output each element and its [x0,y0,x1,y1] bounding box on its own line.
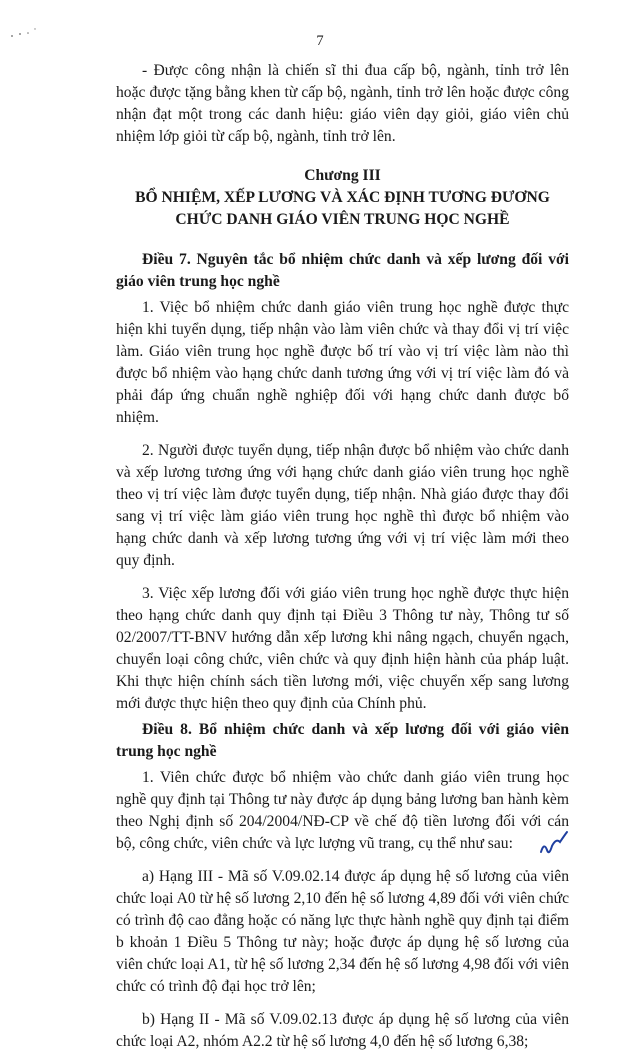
article-8-point-a: a) Hạng III - Mã số V.09.02.14 được áp dụng hệ số lương của viên chức loại A0 từ hệ số lương 2,10 đến hệ số lương 4,89 đối với viên chức có trình độ cao đẳng hoặc có năng lực thực hành nghề quy định tại điểm b khoản 1 Điều 5 Thông tư này; hoặc được áp dụng hệ số lương của viên chức loại A1, từ hệ số lương 2,34 đến hệ số lương 4,98 đối với viên chức có trình độ đại học trở lên; [116,868,569,995]
article-7-heading: Điều 7. Nguyên tắc bổ nhiệm chức danh và xếp lương đối với giáo viên trung học nghề [116,251,569,290]
chapter-title-line2: CHỨC DANH GIÁO VIÊN TRUNG HỌC NGHỀ [175,211,510,228]
body-text [116,60,569,1064]
article-8-heading: Điều 8. Bổ nhiệm chức danh và xếp lương đối với giáo viên trung học nghề [116,721,569,760]
initial-signature-mark [538,830,570,860]
article-7-paragraph-1: 1. Việc bổ nhiệm chức danh giáo viên trung học nghề được thực hiện khi tuyển dụng, tiếp nhận vào làm viên chức và thay đổi vị trí việc làm. Giáo viên trung học nghề được bố trí vào vị trí việc làm nào thì được bổ nhiệm vào hạng chức danh tương ứng với vị trí việc làm đó và phải đáp ứng chuẩn nghề nghiệp đối với hạng chức danh được bổ nhiệm. [116,299,569,426]
article-8-paragraph-1: 1. Viên chức được bổ nhiệm vào chức danh giáo viên trung học nghề quy định tại Thông tư này được áp dụng bảng lương ban hành kèm theo Nghị định số 204/2004/NĐ-CP về chế độ tiền lương đối với cán bộ, công chức, viên chức và lực lượng vũ trang, cụ thể như sau: [116,769,569,852]
chapter-title-line1: BỔ NHIỆM, XẾP LƯƠNG VÀ XÁC ĐỊNH TƯƠNG ĐƯƠNG [135,189,550,206]
intro-paragraph: - Được công nhận là chiến sĩ thi đua cấp bộ, ngành, tỉnh trở lên hoặc được tặng bằng khen từ cấp bộ, ngành, tỉnh trở lên hoặc được công nhận đạt một trong các danh hiệu: giáo viên dạy giỏi, giáo viên chủ nhiệm lớp giỏi từ cấp bộ, ngành, tỉnh trở lên. [116,62,569,145]
article-7-paragraph-2: 2. Người được tuyển dụng, tiếp nhận được bổ nhiệm vào chức danh và xếp lương tương ứng với hạng chức danh giáo viên trung học nghề theo vị trí việc làm được tuyển dụng, tiếp nhận. Nhà giáo được thay đổi sang vị trí việc làm giáo viên trung học nghề thì được bổ nhiệm vào hạng chức danh và xếp lương tương ứng với vị trí việc làm mới theo quy định. [116,442,569,569]
article-7-paragraph-3: 3. Việc xếp lương đối với giáo viên trung học nghề được thực hiện theo hạng chức danh quy định tại Điều 3 Thông tư này, Thông tư số 02/2007/TT-BNV hướng dẫn xếp lương khi nâng ngạch, chuyển ngạch, chuyển loại công chức, viên chức và quy định hiện hành của pháp luật. Khi thực hiện chính sách tiền lương mới, việc chuyển xếp sang lương mới được thực hiện theo quy định của Chính phủ. [116,585,569,712]
chapter-label: Chương III [304,167,381,184]
article-8-point-b: b) Hạng II - Mã số V.09.02.13 được áp dụng hệ số lương của viên chức loại A2, nhóm A2.2 từ hệ số lương 4,0 đến hệ số lương 6,38; [116,1011,569,1050]
page-number: 7 [316,33,324,49]
